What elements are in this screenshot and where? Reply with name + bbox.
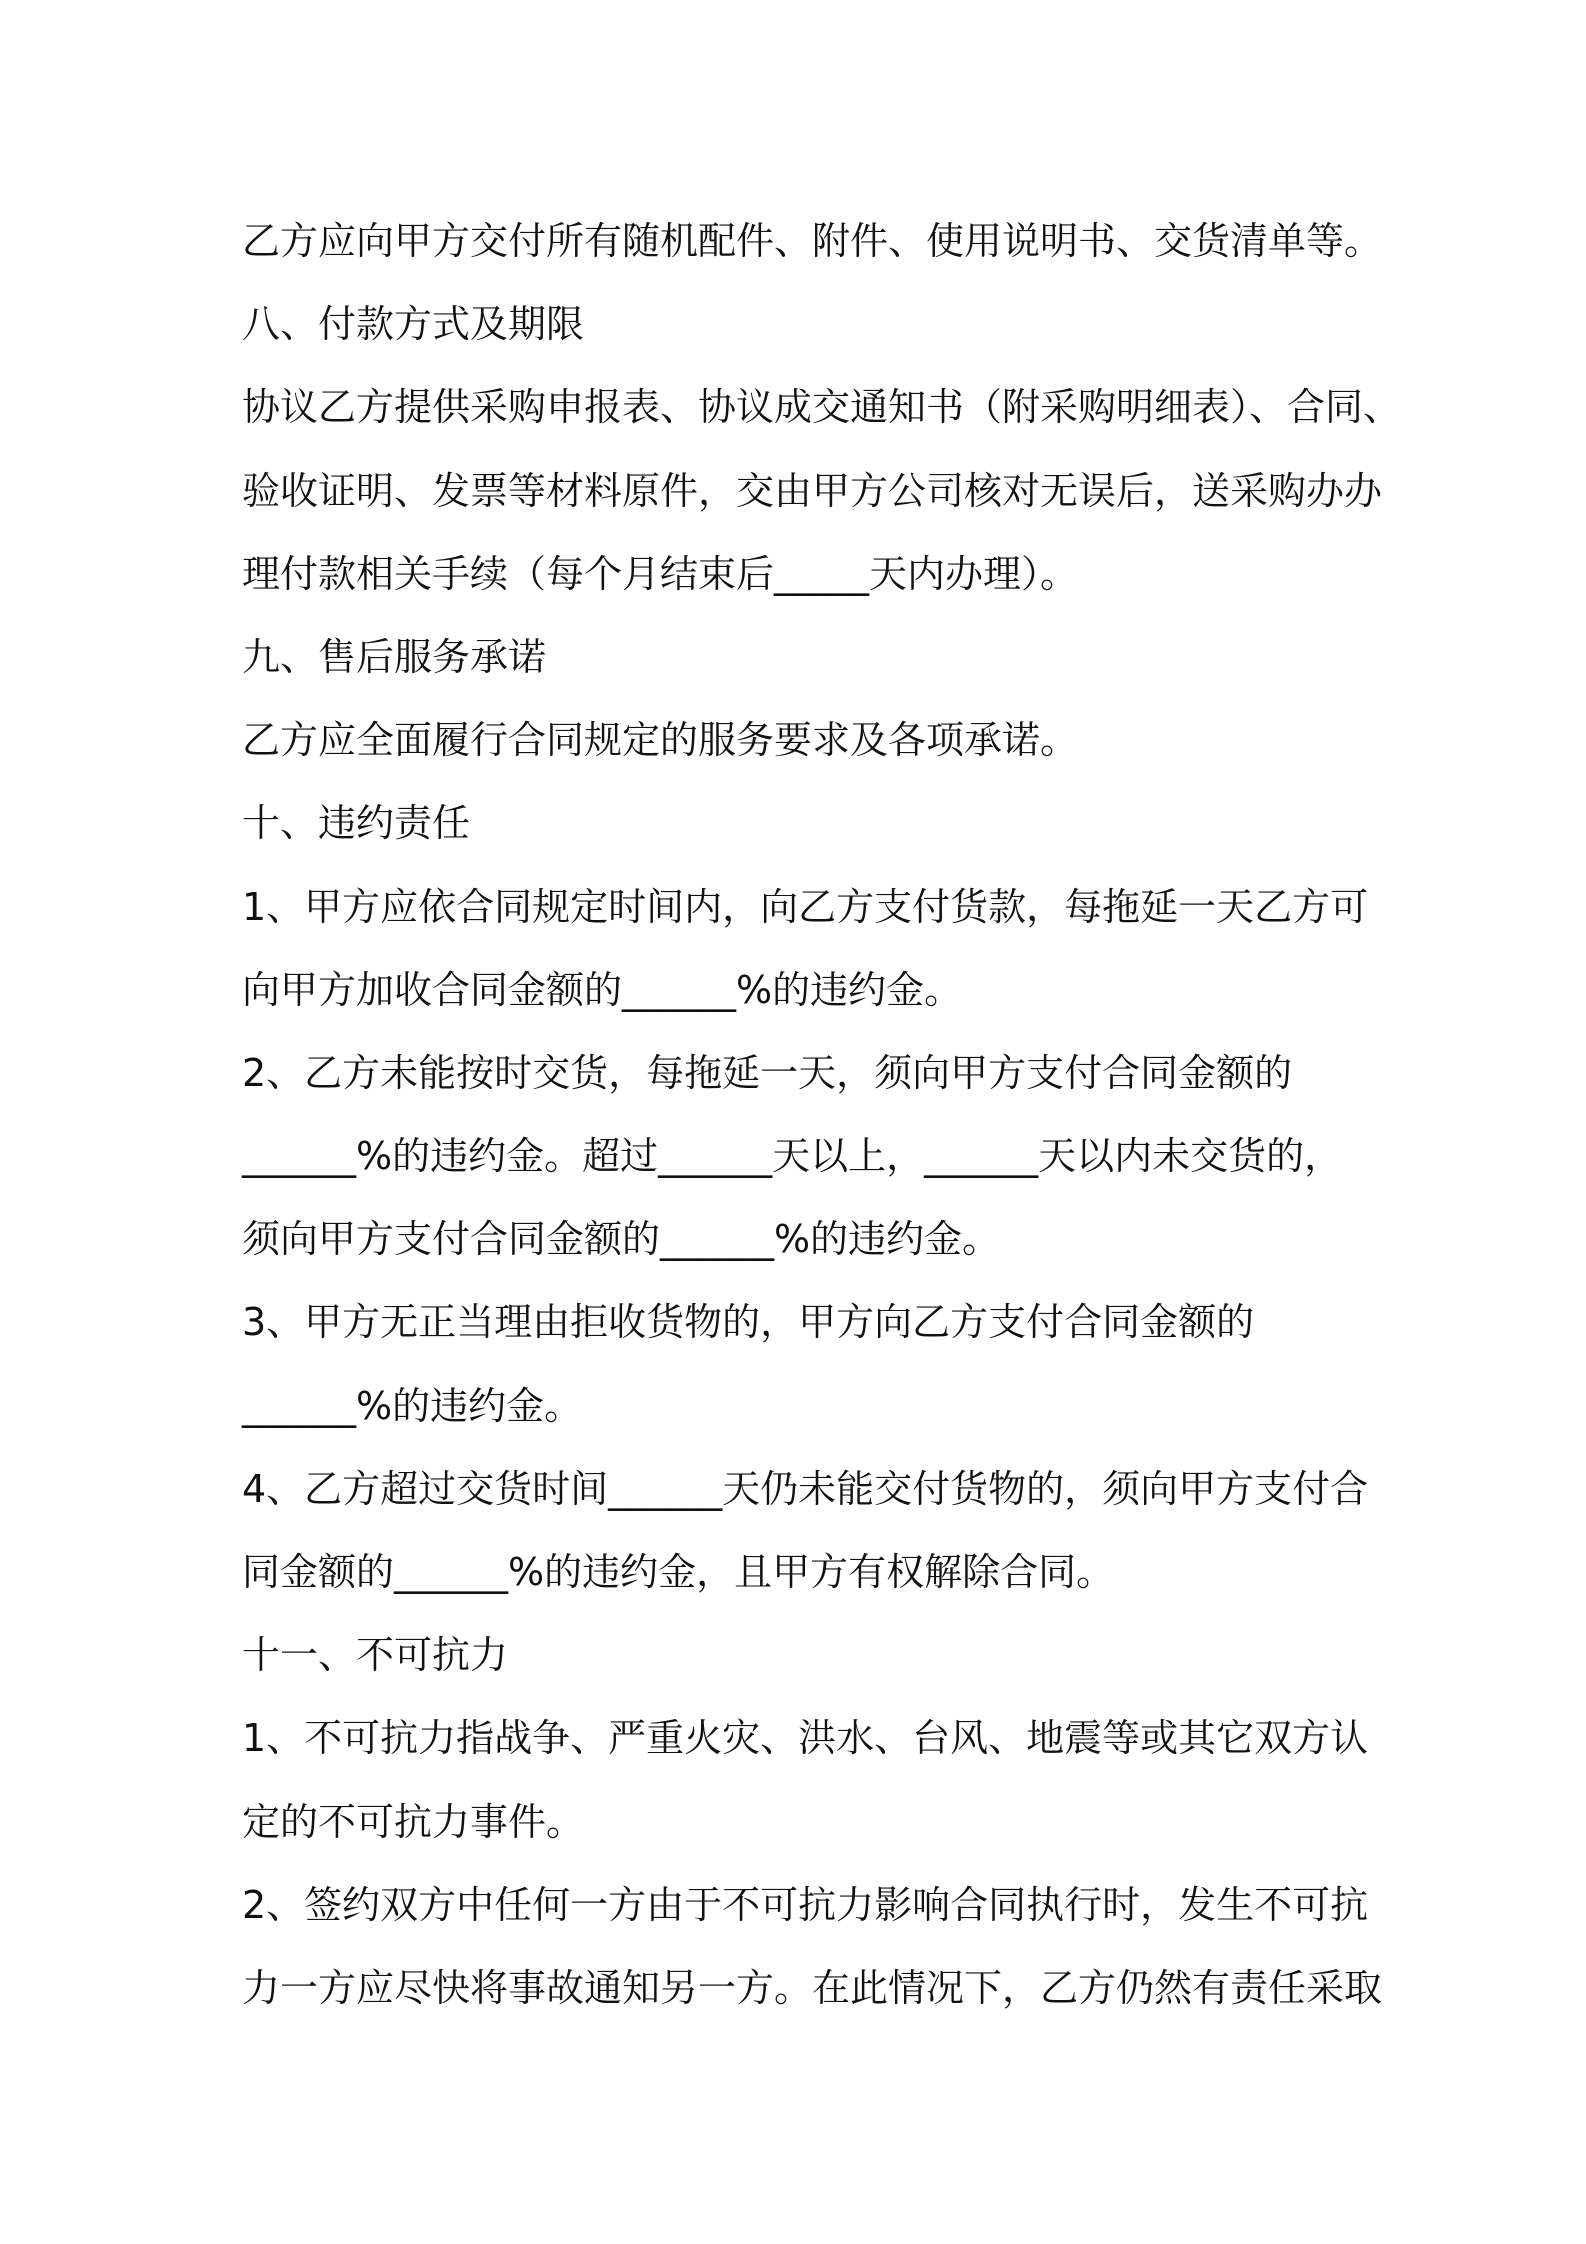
text-line: 验收证明、发票等材料原件，交由甲方公司核对无误后，送采购办办 xyxy=(242,468,1383,513)
text-line: 定的不可抗力事件。 xyxy=(242,1799,585,1844)
text-line: ______%的违约金。超过______天以上，______天以内未交货的， xyxy=(242,1134,1343,1179)
document-body xyxy=(242,200,1402,2030)
text-line: 向甲方加收合同金额的______%的违约金。 xyxy=(242,967,963,1012)
text-line: 协议乙方提供采购申报表、协议成交通知书（附采购明细表）、合同、 xyxy=(242,385,1402,430)
text-line: 2、签约双方中任何一方由于不可抗力影响合同执行时，发生不可抗 xyxy=(242,1882,1369,1927)
text-line: 同金额的______%的违约金，且甲方有权解除合同。 xyxy=(242,1550,1115,1594)
text-line: 2、乙方未能按时交货，每拖延一天，须向甲方支付合同金额的 xyxy=(242,1050,1293,1095)
text-line: ______%的违约金。 xyxy=(242,1383,583,1428)
section-heading: 九、售后服务承诺 xyxy=(242,634,547,679)
section-heading: 八、付款方式及期限 xyxy=(242,302,585,347)
text-line: 1、不可抗力指战争、严重火灾、洪水、台风、地震等或其它双方认 xyxy=(242,1716,1369,1761)
text-line: 4、乙方超过交货时间______天仍未能交付货物的，须向甲方支付合 xyxy=(242,1466,1369,1511)
text-line: 1、甲方应依合同规定时间内，向乙方支付货款，每拖延一天乙方可 xyxy=(242,884,1369,929)
section-heading: 十一、不可抗力 xyxy=(242,1633,509,1678)
section-heading: 十、违约责任 xyxy=(242,801,471,846)
text-line: 乙方应向甲方交付所有随机配件、附件、使用说明书、交货清单等。 xyxy=(242,219,1383,263)
text-line: 乙方应全面履行合同规定的服务要求及各项承诺。 xyxy=(242,718,1079,763)
text-line: 须向甲方支付合同金额的______%的违约金。 xyxy=(242,1217,1001,1262)
text-line: 力一方应尽快将事故通知另一方。在此情况下，乙方仍然有责任采取 xyxy=(242,1965,1383,2010)
text-line: 3、甲方无正当理由拒收货物的，甲方向乙方支付合同金额的 xyxy=(242,1300,1255,1345)
text-line: 理付款相关手续（每个月结束后_____天内办理）。 xyxy=(242,551,1079,596)
